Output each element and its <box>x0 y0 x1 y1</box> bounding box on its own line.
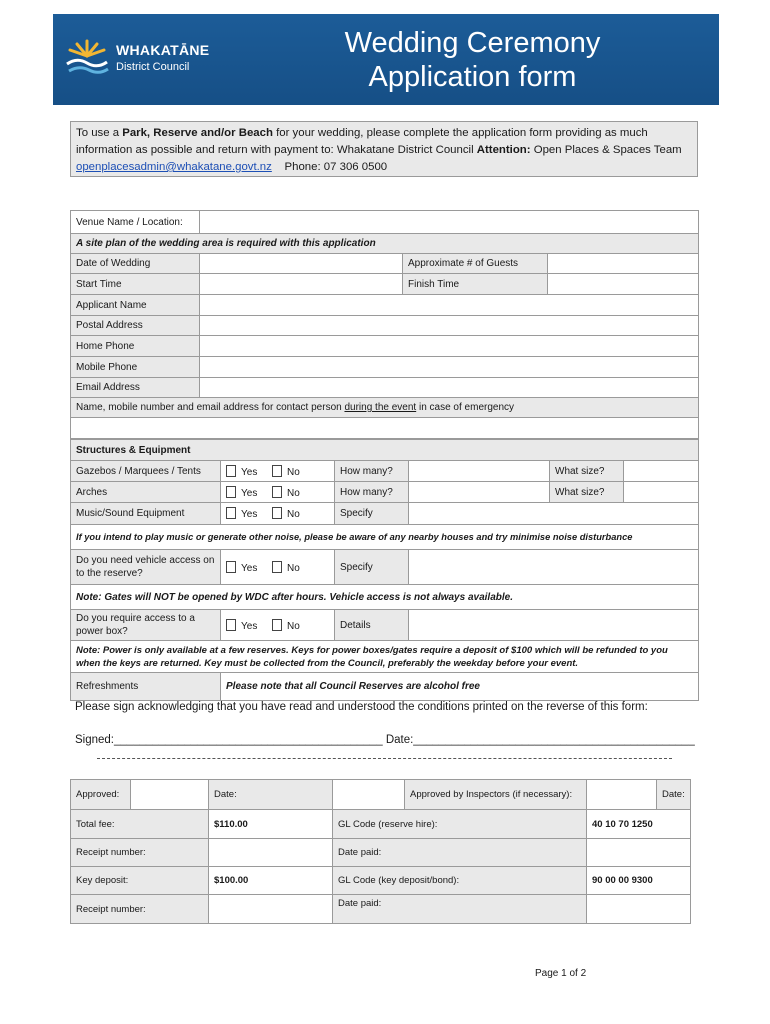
gl-code-reserve-label: GL Code (reserve hire): <box>333 810 587 839</box>
music-label: Music/Sound Equipment <box>71 503 221 525</box>
intro-text-bold-2: Attention: <box>476 144 531 156</box>
music-yes-label: Yes <box>241 509 258 520</box>
receipt-number-label-2: Receipt number: <box>71 895 209 924</box>
start-time-label: Start Time <box>71 274 200 295</box>
arches-label: Arches <box>71 482 221 503</box>
office-use-divider <box>97 758 672 759</box>
form-title <box>300 26 645 94</box>
arches-how-many-input[interactable] <box>409 482 550 503</box>
guests-input[interactable] <box>548 254 699 274</box>
power-no-label: No <box>287 620 300 632</box>
finish-time-input[interactable] <box>548 274 699 295</box>
power-yes-label: Yes <box>241 620 258 632</box>
power-yes-checkbox[interactable] <box>226 619 236 631</box>
postal-address-label: Postal Address <box>71 316 200 336</box>
arches-yes-label: Yes <box>241 487 258 499</box>
arches-no-label: No <box>287 487 300 499</box>
key-deposit-amount: $100.00 <box>209 867 333 895</box>
gazebos-no-checkbox[interactable] <box>272 465 282 477</box>
music-specify-input[interactable] <box>409 503 699 525</box>
vehicle-specify-label: Specify <box>335 550 409 585</box>
gates-note: Note: Gates will NOT be opened by WDC after hours. Vehicle access is not always available. <box>71 585 699 610</box>
music-specify-label: Specify <box>335 503 409 525</box>
power-details-input[interactable] <box>409 610 699 641</box>
refreshments-label: Refreshments <box>71 673 221 701</box>
applicant-name-input[interactable] <box>200 295 699 316</box>
start-time-input[interactable] <box>200 274 403 295</box>
vehicle-options <box>221 550 335 585</box>
date-label-1: Date: <box>209 780 333 810</box>
date-label: Date of Wedding <box>71 254 200 274</box>
vehicle-no-label: No <box>287 562 300 574</box>
sun-wave-logo-icon <box>64 38 110 80</box>
venue-input[interactable] <box>200 211 699 234</box>
date-paid-label-2: Date paid: <box>333 895 587 924</box>
approved-by-label: Approved by Inspectors (if necessary): <box>405 780 587 810</box>
approved-label: Approved: <box>71 780 131 810</box>
applicant-name-label: Applicant Name <box>71 295 200 316</box>
home-phone-input[interactable] <box>200 336 699 357</box>
details-table <box>70 210 699 439</box>
gl-code-reserve-value: 40 10 70 1250 <box>587 810 691 839</box>
power-no-checkbox[interactable] <box>272 619 282 631</box>
emergency-contact-underlined: during the event <box>344 402 417 413</box>
site-plan-note: A site plan of the wedding area is required with this application <box>71 234 699 254</box>
gazebos-how-many-input[interactable] <box>409 461 550 482</box>
gazebos-yes-label: Yes <box>241 466 258 478</box>
receipt-number-label-1: Receipt number: <box>71 839 209 867</box>
venue-label: Venue Name / Location: <box>71 211 200 234</box>
acknowledgement-text: Please sign acknowledging that you have read and understood the conditions printed on the reverse of this form: <box>75 701 648 713</box>
intro-text-2: for your wedding, please complete the application form providing as much information as possible and return with payment to: Whakatane District Council <box>76 127 648 156</box>
structures-heading: Structures & Equipment <box>71 440 699 461</box>
intro-gap <box>272 161 285 173</box>
arches-no-checkbox[interactable] <box>272 486 282 498</box>
date-paid-label-1: Date paid: <box>333 839 587 867</box>
date-paid-input-1[interactable] <box>587 839 691 867</box>
emergency-contact-input[interactable] <box>71 418 699 439</box>
gazebos-yes-checkbox[interactable] <box>226 465 236 477</box>
finish-time-label: Finish Time <box>403 274 548 295</box>
gazebos-label: Gazebos / Marquees / Tents <box>71 461 221 482</box>
gazebos-size-input[interactable] <box>624 461 699 482</box>
contact-phone: Phone: 07 306 0500 <box>284 161 388 173</box>
intro-text-1: To use a <box>76 127 123 139</box>
power-box-label: Do you require access to a power box? <box>71 610 221 641</box>
date-paid-input-2[interactable] <box>587 895 691 924</box>
key-deposit-label: Key deposit: <box>71 867 209 895</box>
approved-input[interactable] <box>131 780 209 810</box>
approved-by-input[interactable] <box>587 780 657 810</box>
alcohol-note: Please note that all Council Reserves are alcohol free <box>221 673 699 701</box>
power-note: Note: Power is only available at a few reserves. Keys for power boxes/gates require a deposit of $100 which will be refunded to you when the keys are returned. Key must be collected from the Council, preferably the weekday before your event. <box>71 641 699 673</box>
form-title-line1: Wedding Ceremony <box>344 27 601 59</box>
gazebos-how-many-label: How many? <box>335 461 409 482</box>
receipt-number-input-1[interactable] <box>209 839 333 867</box>
council-name: WHAKATĀNE <box>116 42 210 58</box>
vehicle-access-label: Do you need vehicle access on to the reserve? <box>71 550 221 585</box>
arches-size-input[interactable] <box>624 482 699 503</box>
emergency-contact-text-2: in case of emergency <box>416 402 515 413</box>
noise-note: If you intend to play music or generate other noise, please be aware of any nearby houses and try minimise noise disturbance <box>71 525 699 550</box>
council-subtitle: District Council <box>116 61 190 73</box>
home-phone-label: Home Phone <box>71 336 200 357</box>
arches-yes-checkbox[interactable] <box>226 486 236 498</box>
mobile-phone-input[interactable] <box>200 357 699 378</box>
music-yes-checkbox[interactable] <box>226 507 236 519</box>
intro-text-3: Open Places & Spaces Team <box>530 144 682 156</box>
date-label-2: Date: <box>657 780 691 810</box>
guests-label: Approximate # of Guests <box>403 254 548 274</box>
page-number: Page 1 of 2 <box>535 968 587 979</box>
music-options <box>221 503 335 525</box>
gazebos-options <box>221 461 335 482</box>
power-details-label: Details <box>335 610 409 641</box>
total-fee-amount: $110.00 <box>209 810 333 839</box>
mobile-phone-label: Mobile Phone <box>71 357 200 378</box>
vehicle-yes-label: Yes <box>241 562 258 574</box>
gazebos-size-label: What size? <box>550 461 624 482</box>
gazebos-no-label: No <box>287 466 300 478</box>
vehicle-yes-checkbox[interactable] <box>226 561 236 573</box>
power-options <box>221 610 335 641</box>
arches-size-label: What size? <box>550 482 624 503</box>
contact-email-link[interactable]: openplacesadmin@whakatane.govt.nz <box>76 161 272 173</box>
music-no-label: No <box>287 509 300 520</box>
approved-date-input[interactable] <box>333 780 405 810</box>
emergency-contact-text-1: Name, mobile number and email address for contact person <box>76 402 345 413</box>
structures-table <box>70 439 699 701</box>
signature-date-line[interactable]: Signed:__________________________________________ Date:____________________________________________ <box>75 734 695 746</box>
total-fee-label: Total fee: <box>71 810 209 839</box>
vehicle-specify-input[interactable] <box>409 550 699 585</box>
email-address-input[interactable] <box>200 378 699 398</box>
gl-code-key-value: 90 00 00 9300 <box>587 867 691 895</box>
arches-how-many-label: How many? <box>335 482 409 503</box>
music-no-checkbox[interactable] <box>272 507 282 519</box>
emergency-contact-label <box>71 398 699 418</box>
receipt-number-input-2[interactable] <box>209 895 333 924</box>
intro-instructions <box>70 121 698 177</box>
intro-text-bold-1: Park, Reserve and/or Beach <box>122 127 273 139</box>
gl-code-key-label: GL Code (key deposit/bond): <box>333 867 587 895</box>
vehicle-no-checkbox[interactable] <box>272 561 282 573</box>
email-address-label: Email Address <box>71 378 200 398</box>
date-input[interactable] <box>200 254 403 274</box>
council-logo <box>64 36 234 84</box>
postal-address-input[interactable] <box>200 316 699 336</box>
arches-options <box>221 482 335 503</box>
office-use-table <box>70 779 691 924</box>
form-title-line2: Application form <box>368 61 577 93</box>
